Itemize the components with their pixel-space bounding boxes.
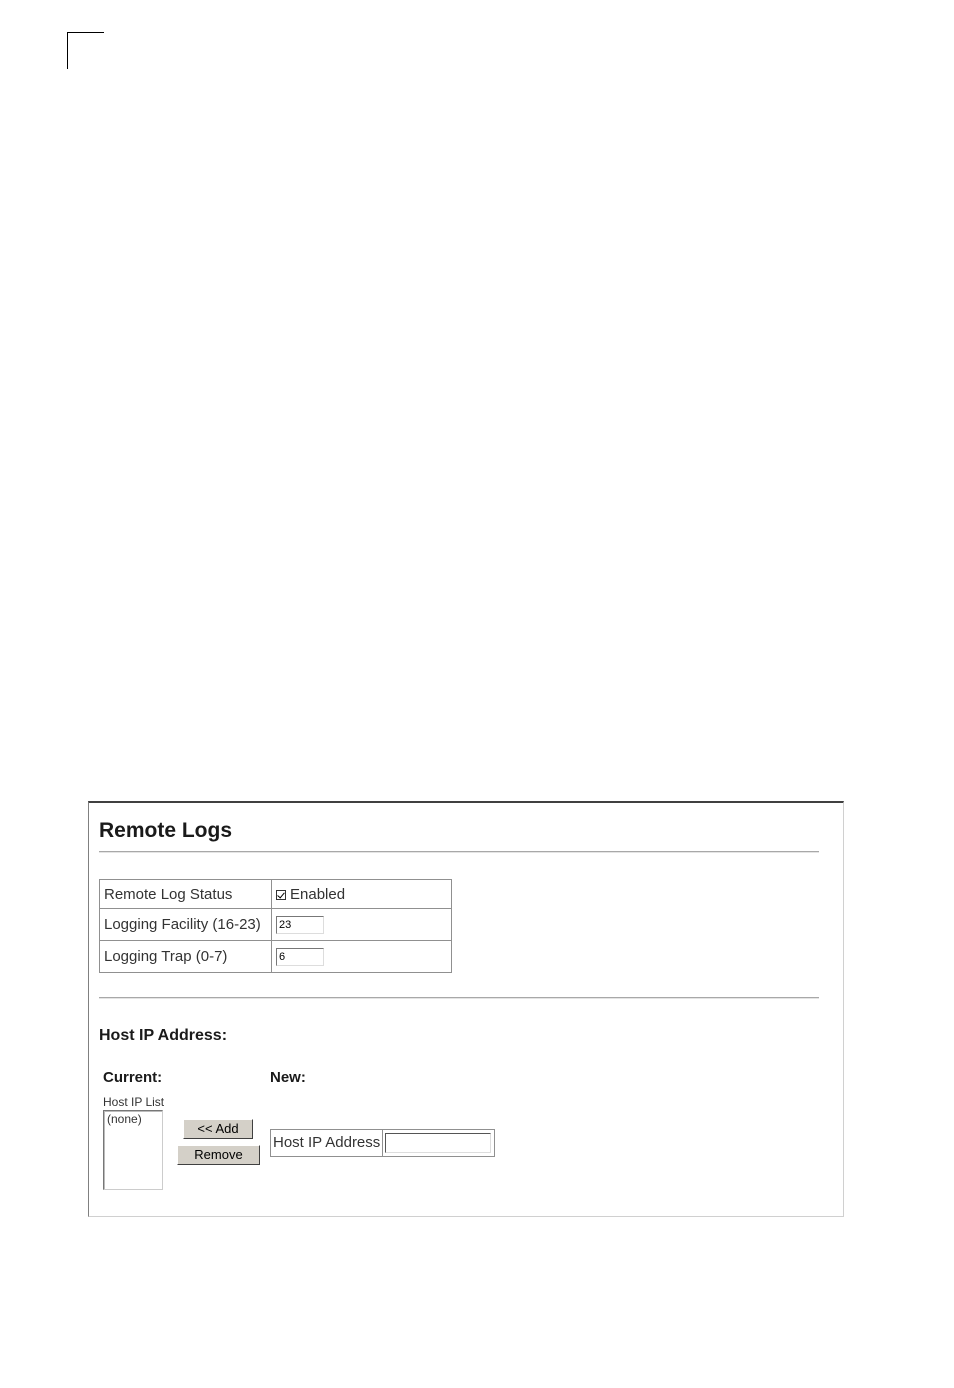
remote-logs-panel <box>88 801 844 1217</box>
enabled-label: Enabled <box>290 885 346 903</box>
host-ip-list[interactable] <box>103 1110 163 1190</box>
remote-log-status-label: Remote Log Status <box>100 880 272 909</box>
settings-row-remote-log-status <box>100 880 452 909</box>
host-ip-section-title: Host IP Address: <box>99 1027 228 1044</box>
title-divider <box>99 851 819 853</box>
page-corner-mark <box>67 32 104 69</box>
enabled-checkbox[interactable] <box>276 890 286 900</box>
host-ip-address-input[interactable] <box>385 1133 491 1153</box>
logging-trap-cell <box>272 941 452 973</box>
settings-row-logging-trap <box>100 941 452 973</box>
logging-facility-input[interactable] <box>276 916 324 934</box>
list-item[interactable]: (none) <box>107 1112 142 1126</box>
host-ip-address-label: Host IP Address <box>271 1130 383 1156</box>
add-button[interactable]: << Add <box>183 1119 253 1139</box>
logging-facility-cell <box>272 909 452 941</box>
section-divider <box>99 997 819 999</box>
host-ip-list-caption: Host IP List <box>103 1095 165 1109</box>
current-heading: Current: <box>103 1069 163 1086</box>
new-heading: New: <box>270 1069 306 1086</box>
settings-row-logging-facility <box>100 909 452 941</box>
logging-facility-label: Logging Facility (16-23) <box>100 909 272 941</box>
page-title: Remote Logs <box>99 819 233 842</box>
logging-trap-label: Logging Trap (0-7) <box>100 941 272 973</box>
remote-log-status-cell <box>272 880 452 909</box>
new-host-ip-box <box>270 1129 495 1157</box>
logging-trap-input[interactable] <box>276 948 324 966</box>
remove-button[interactable]: Remove <box>177 1145 260 1165</box>
settings-table <box>99 879 452 973</box>
